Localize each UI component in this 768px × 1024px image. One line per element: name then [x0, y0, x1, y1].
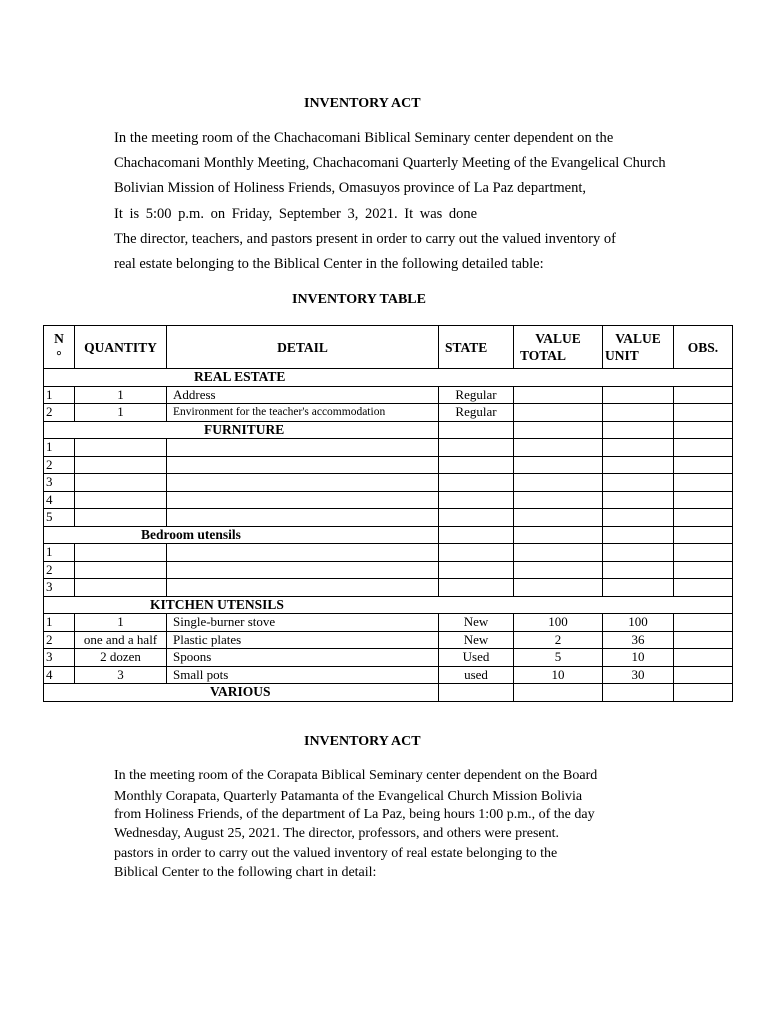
table-row [44, 631, 733, 649]
section-various: VARIOUS [44, 684, 439, 702]
table-row [44, 491, 733, 509]
table-row [44, 456, 733, 474]
row-quantity [75, 561, 167, 579]
act1-line-5: The director, teachers, and pastors present in order to carry out the valued inventory of [114, 231, 616, 247]
row-number: 3 [44, 649, 75, 667]
row-detail [167, 509, 439, 527]
row-value-total [514, 579, 603, 597]
row-quantity: 3 [75, 666, 167, 684]
row-value-total [514, 404, 603, 422]
empty-cell [674, 684, 733, 702]
row-obs [674, 474, 733, 492]
row-number: 2 [44, 404, 75, 422]
row-obs [674, 456, 733, 474]
row-state: New [439, 631, 514, 649]
row-detail: Plastic plates [167, 631, 439, 649]
row-value-total [514, 491, 603, 509]
row-detail [167, 491, 439, 509]
empty-cell [603, 526, 674, 544]
row-value-total [514, 386, 603, 404]
row-detail [167, 561, 439, 579]
empty-cell [439, 684, 514, 702]
row-value-unit: 36 [603, 631, 674, 649]
row-quantity: 1 [75, 614, 167, 632]
row-value-total [514, 509, 603, 527]
row-value-total [514, 474, 603, 492]
row-state: New [439, 614, 514, 632]
row-value-unit [603, 439, 674, 457]
row-quantity: 1 [75, 404, 167, 422]
row-quantity: one and a half [75, 631, 167, 649]
row-value-unit [603, 509, 674, 527]
row-quantity: 2 dozen [75, 649, 167, 667]
act2-line-4: Wednesday, August 25, 2021. The director, professors, and others were present. [114, 826, 560, 841]
header-number-bottom: ° [56, 348, 62, 363]
row-detail [167, 579, 439, 597]
empty-cell [674, 421, 733, 439]
row-value-unit: 100 [603, 614, 674, 632]
table-row [44, 666, 733, 684]
row-detail: Address [167, 386, 439, 404]
empty-cell [439, 421, 514, 439]
row-state [439, 491, 514, 509]
empty-cell [514, 421, 603, 439]
row-value-total: 2 [514, 631, 603, 649]
row-value-unit: 10 [603, 649, 674, 667]
row-obs [674, 561, 733, 579]
section-row-furniture [44, 421, 733, 439]
table-row [44, 544, 733, 562]
section-real-estate: REAL ESTATE [44, 369, 733, 387]
row-quantity [75, 509, 167, 527]
row-quantity [75, 544, 167, 562]
row-obs [674, 631, 733, 649]
row-quantity [75, 439, 167, 457]
row-quantity [75, 491, 167, 509]
row-value-unit [603, 474, 674, 492]
header-value-total [514, 326, 603, 369]
act2-line-2: Monthly Corapata, Quarterly Patamanta of the Evangelical Church Mission Bolivia [114, 789, 583, 804]
row-value-unit [603, 491, 674, 509]
empty-cell [514, 684, 603, 702]
table-row [44, 579, 733, 597]
table-row [44, 561, 733, 579]
row-obs [674, 439, 733, 457]
row-obs [674, 491, 733, 509]
row-value-unit [603, 579, 674, 597]
section-furniture: FURNITURE [44, 421, 439, 439]
act1-line-3: Bolivian Mission of Holiness Friends, Omasuyos province of La Paz department, [114, 180, 586, 196]
act2-line-1: In the meeting room of the Corapata Biblical Seminary center dependent on the Board [114, 768, 598, 783]
row-state: used [439, 666, 514, 684]
header-number [44, 326, 75, 369]
act1-title: INVENTORY ACT [304, 96, 421, 111]
row-value-total: 5 [514, 649, 603, 667]
row-value-total: 100 [514, 614, 603, 632]
row-number: 4 [44, 666, 75, 684]
header-obs: OBS. [674, 326, 733, 369]
header-value-unit-top: VALUE [615, 331, 661, 346]
row-value-unit [603, 386, 674, 404]
row-detail: Spoons [167, 649, 439, 667]
section-row-real-estate [44, 369, 733, 387]
row-obs [674, 386, 733, 404]
row-number: 2 [44, 456, 75, 474]
row-quantity [75, 474, 167, 492]
act1-line-2: Chachacomani Monthly Meeting, Chachacomani Quarterly Meeting of the Evangelical Church [114, 155, 666, 171]
act1-line-4: It is 5:00 p.m. on Friday, September 3, 2021. It was done [114, 206, 478, 222]
row-obs [674, 544, 733, 562]
empty-cell [603, 684, 674, 702]
table-row [44, 386, 733, 404]
row-obs [674, 666, 733, 684]
empty-cell [439, 526, 514, 544]
row-detail: Small pots [167, 666, 439, 684]
row-state [439, 579, 514, 597]
row-state [439, 439, 514, 457]
row-value-total [514, 456, 603, 474]
row-detail [167, 544, 439, 562]
header-value-total-bottom: TOTAL [520, 348, 567, 363]
table-row [44, 439, 733, 457]
row-number: 5 [44, 509, 75, 527]
act2-line-3: from Holiness Friends, of the department of La Paz, being hours 1:00 p.m., of the day [114, 807, 595, 822]
row-number: 3 [44, 579, 75, 597]
table-row [44, 404, 733, 422]
row-value-total: 10 [514, 666, 603, 684]
row-detail [167, 456, 439, 474]
row-state [439, 456, 514, 474]
row-state [439, 509, 514, 527]
section-row-various [44, 684, 733, 702]
row-detail: Environment for the teacher's accommodation [167, 404, 439, 422]
table-row [44, 474, 733, 492]
header-value-total-top: VALUE [535, 331, 581, 346]
row-value-total [514, 439, 603, 457]
empty-cell [674, 526, 733, 544]
empty-cell [603, 421, 674, 439]
row-value-total [514, 544, 603, 562]
row-value-total [514, 561, 603, 579]
table-row [44, 649, 733, 667]
header-value-unit-bottom: UNIT [605, 348, 639, 363]
act1-line-6: real estate belonging to the Biblical Center in the following detailed table: [114, 256, 544, 272]
row-value-unit [603, 544, 674, 562]
row-number: 2 [44, 561, 75, 579]
row-state: Regular [439, 404, 514, 422]
section-kitchen: KITCHEN UTENSILS [44, 596, 733, 614]
row-number: 1 [44, 386, 75, 404]
row-state [439, 561, 514, 579]
row-value-unit [603, 561, 674, 579]
row-state [439, 474, 514, 492]
act2-title: INVENTORY ACT [304, 734, 421, 749]
row-number: 1 [44, 614, 75, 632]
header-detail: DETAIL [167, 326, 439, 369]
row-obs [674, 404, 733, 422]
table-title: INVENTORY TABLE [292, 292, 426, 307]
row-obs [674, 614, 733, 632]
row-detail: Single-burner stove [167, 614, 439, 632]
row-value-unit: 30 [603, 666, 674, 684]
row-number: 1 [44, 544, 75, 562]
row-number: 3 [44, 474, 75, 492]
inventory-table [43, 325, 733, 702]
section-row-kitchen [44, 596, 733, 614]
row-quantity [75, 456, 167, 474]
empty-cell [514, 526, 603, 544]
row-detail [167, 474, 439, 492]
row-obs [674, 579, 733, 597]
table-row [44, 614, 733, 632]
row-state: Used [439, 649, 514, 667]
header-number-top: N [54, 331, 64, 346]
header-value-unit [603, 326, 674, 369]
row-number: 2 [44, 631, 75, 649]
row-number: 1 [44, 439, 75, 457]
row-detail [167, 439, 439, 457]
section-row-bedroom [44, 526, 733, 544]
table-header-row [44, 326, 733, 369]
section-bedroom: Bedroom utensils [44, 526, 439, 544]
row-obs [674, 509, 733, 527]
act2-line-5: pastors in order to carry out the valued inventory of real estate belonging to the [114, 846, 558, 861]
row-quantity: 1 [75, 386, 167, 404]
row-state: Regular [439, 386, 514, 404]
table-row [44, 509, 733, 527]
row-number: 4 [44, 491, 75, 509]
header-quantity: QUANTITY [75, 326, 167, 369]
row-state [439, 544, 514, 562]
header-state: STATE [439, 326, 514, 369]
row-value-unit [603, 456, 674, 474]
act1-line-1: In the meeting room of the Chachacomani Biblical Seminary center dependent on the [114, 130, 614, 146]
row-quantity [75, 579, 167, 597]
row-obs [674, 649, 733, 667]
row-value-unit [603, 404, 674, 422]
act2-line-6: Biblical Center to the following chart in detail: [114, 865, 377, 880]
